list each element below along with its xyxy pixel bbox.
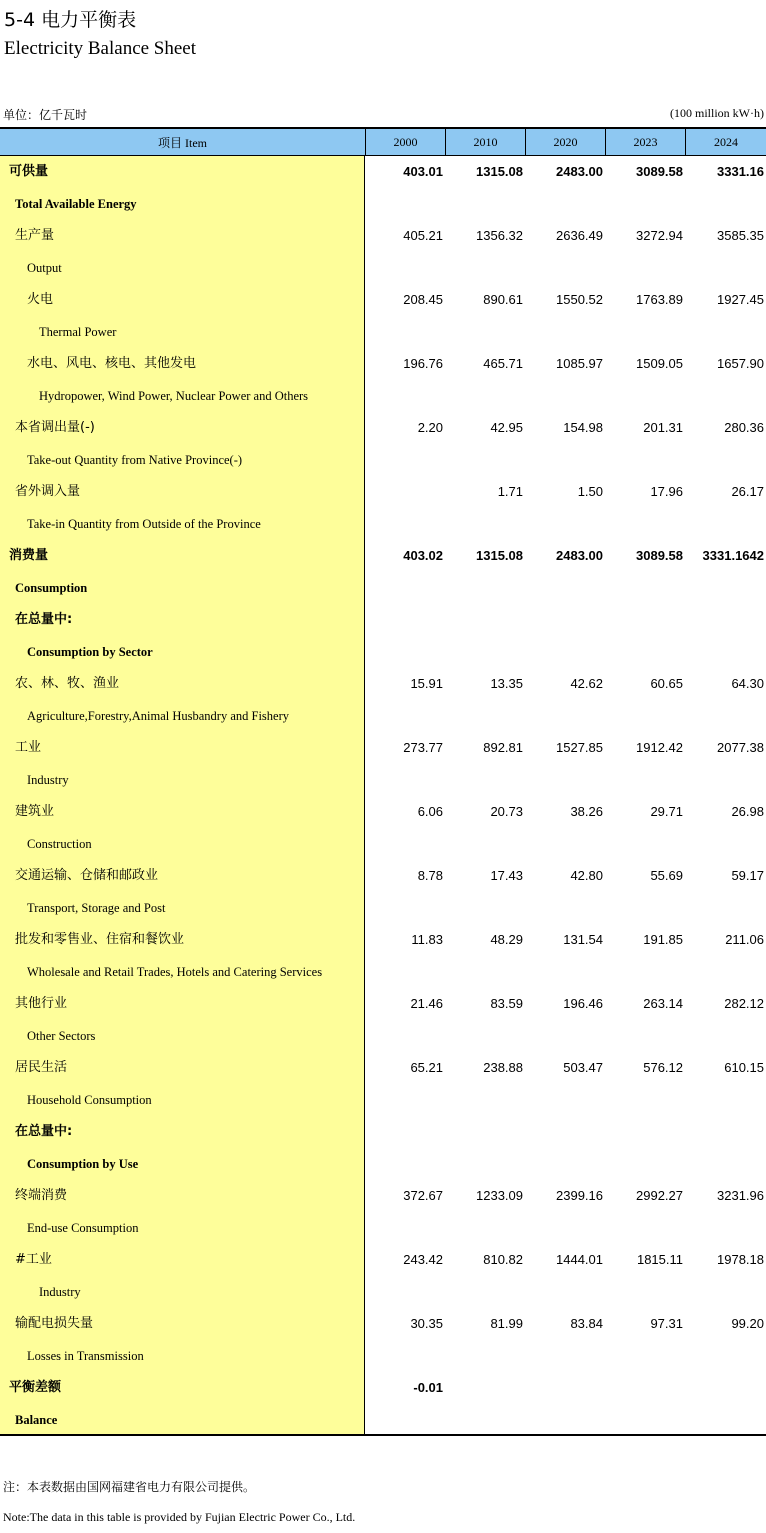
row-value-2000 — [363, 1212, 443, 1244]
table-row — [0, 220, 766, 252]
table-row — [0, 988, 766, 1020]
row-value-2000 — [363, 1020, 443, 1052]
table-header — [0, 127, 766, 156]
row-value-2020: 1085.97 — [556, 356, 603, 371]
row-value-2020 — [523, 508, 603, 540]
row-label: Consumption by Sector — [27, 645, 153, 659]
header-year-2010: 2010 — [445, 129, 525, 155]
row-value-2010 — [443, 1212, 523, 1244]
row-value-2020: 42.62 — [570, 676, 603, 691]
row-value-2024: 2077.38 — [717, 740, 764, 755]
row-value-2024 — [684, 764, 764, 796]
row-label: 居民生活 — [15, 1060, 68, 1075]
row-value-2010 — [443, 892, 523, 924]
row-value-2024 — [684, 700, 764, 732]
row-value-2000 — [363, 1340, 443, 1372]
table-row — [0, 476, 766, 508]
row-value-2024 — [684, 892, 764, 924]
row-value-2023: 1763.89 — [636, 292, 683, 307]
row-value-2020: 2636.49 — [556, 228, 603, 243]
row-value-2000 — [363, 1116, 443, 1148]
row-value-2010 — [443, 604, 523, 636]
row-value-2024: 211.06 — [725, 932, 764, 947]
row-value-2010 — [443, 956, 523, 988]
table-row — [0, 1052, 766, 1084]
row-value-2020: 1.50 — [577, 484, 603, 499]
row-value-2010 — [443, 764, 523, 796]
row-value-2010 — [443, 828, 523, 860]
row-value-2024 — [684, 1084, 764, 1116]
row-value-2023 — [603, 604, 683, 636]
row-value-2000 — [363, 444, 443, 476]
row-value-2024: 1978.18 — [717, 1252, 764, 1267]
row-label: 平衡差额 — [9, 1380, 62, 1395]
table-body — [0, 156, 766, 1436]
row-value-2000 — [363, 572, 443, 604]
row-value-2000: 372.67 — [403, 1188, 443, 1203]
table-row — [0, 828, 766, 860]
row-value-2010: 465.71 — [483, 356, 523, 371]
row-value-2024 — [684, 828, 764, 860]
row-value-2020: 42.80 — [570, 868, 603, 883]
row-value-2010 — [443, 316, 523, 348]
table-row — [0, 732, 766, 764]
table-row — [0, 636, 766, 668]
row-value-2000: 273.77 — [403, 740, 443, 755]
row-label: Transport, Storage and Post — [27, 901, 166, 915]
table-bottom-rule — [0, 1434, 766, 1436]
row-label: 生产量 — [15, 228, 55, 243]
row-value-2010 — [443, 252, 523, 284]
table-row — [0, 188, 766, 220]
row-value-2010 — [443, 188, 523, 220]
table-row — [0, 1244, 766, 1276]
row-value-2023 — [603, 892, 683, 924]
row-label: End-use Consumption — [27, 1221, 139, 1235]
header-item: 项目 Item — [158, 135, 207, 150]
row-value-2000: 405.21 — [403, 228, 443, 243]
row-label: 消费量 — [9, 548, 49, 563]
row-value-2023 — [603, 1212, 683, 1244]
row-value-2024 — [684, 956, 764, 988]
table-row — [0, 956, 766, 988]
page-title-cn: 5-4 电力平衡表 — [4, 9, 137, 31]
row-value-2024: 1657.90 — [717, 356, 764, 371]
row-value-2000 — [363, 956, 443, 988]
row-value-2023 — [603, 1084, 683, 1116]
table-row — [0, 348, 766, 380]
row-value-2010: 1.71 — [497, 484, 523, 499]
row-label: Take-out Quantity from Native Province(-) — [27, 453, 243, 467]
row-value-2000: 21.46 — [410, 996, 443, 1011]
row-value-2010 — [443, 1404, 523, 1436]
table-row — [0, 572, 766, 604]
row-label: #工业 — [15, 1252, 52, 1267]
row-value-2024 — [684, 1372, 764, 1404]
row-value-2020: 503.47 — [563, 1060, 603, 1075]
row-value-2024: 3231.96 — [717, 1188, 764, 1203]
row-value-2023: 29.71 — [650, 804, 683, 819]
row-value-2024: 3331.1642 — [702, 548, 764, 563]
row-value-2023: 201.31 — [643, 420, 683, 435]
table-row — [0, 1372, 766, 1404]
row-value-2024: 59.17 — [731, 868, 764, 883]
table-row — [0, 412, 766, 444]
row-value-2024: 26.98 — [731, 804, 764, 819]
row-value-2010 — [443, 572, 523, 604]
row-label: Wholesale and Retail Trades, Hotels and Catering Services — [27, 965, 323, 979]
row-value-2010: 1315.08 — [476, 548, 523, 563]
table-row — [0, 1020, 766, 1052]
row-value-2024 — [684, 316, 764, 348]
row-label: Construction — [27, 837, 92, 851]
row-value-2010 — [443, 700, 523, 732]
row-label: Consumption by Use — [27, 1157, 139, 1171]
row-value-2000: 6.06 — [417, 804, 443, 819]
row-value-2024 — [684, 572, 764, 604]
row-value-2010: 890.61 — [483, 292, 523, 307]
row-value-2024: 280.36 — [724, 420, 764, 435]
row-value-2020 — [523, 1372, 603, 1404]
table-row — [0, 892, 766, 924]
row-value-2023: 1509.05 — [636, 356, 683, 371]
header-year-2000: 2000 — [365, 129, 445, 155]
row-value-2023 — [603, 572, 683, 604]
row-value-2020 — [523, 1404, 603, 1436]
row-value-2024: 3585.35 — [717, 228, 764, 243]
header-year-2024: 2024 — [685, 129, 766, 155]
row-value-2020: 83.84 — [570, 1316, 603, 1331]
row-value-2020: 2483.00 — [556, 548, 603, 563]
row-value-2024: 1927.45 — [717, 292, 764, 307]
table-row — [0, 1148, 766, 1180]
row-label: 水电、风电、核电、其他发电 — [27, 356, 197, 371]
row-value-2000 — [363, 188, 443, 220]
row-value-2020 — [523, 956, 603, 988]
row-value-2020 — [523, 380, 603, 412]
row-value-2023: 263.14 — [643, 996, 683, 1011]
row-value-2023: 97.31 — [650, 1316, 683, 1331]
row-value-2000 — [363, 380, 443, 412]
row-value-2020 — [523, 1340, 603, 1372]
table-row — [0, 380, 766, 412]
row-value-2020 — [523, 1148, 603, 1180]
row-value-2023: 3272.94 — [636, 228, 683, 243]
row-value-2010 — [443, 636, 523, 668]
row-value-2020 — [523, 636, 603, 668]
row-value-2010 — [443, 1372, 523, 1404]
table-row — [0, 1276, 766, 1308]
row-value-2024: 64.30 — [731, 676, 764, 691]
note-cn: 注：本表数据由国网福建省电力有限公司提供。 — [3, 1480, 256, 1494]
row-label: 农、林、牧、渔业 — [15, 676, 120, 691]
row-value-2020 — [523, 188, 603, 220]
row-value-2023 — [603, 188, 683, 220]
row-value-2000: 403.02 — [403, 548, 443, 563]
row-value-2024: 282.12 — [724, 996, 764, 1011]
row-value-2010: 13.35 — [490, 676, 523, 691]
row-label: 在总量中: — [15, 1124, 73, 1139]
table-row — [0, 1308, 766, 1340]
row-value-2000: 208.45 — [403, 292, 443, 307]
table-row — [0, 540, 766, 572]
row-value-2023 — [603, 508, 683, 540]
row-value-2023: 1912.42 — [636, 740, 683, 755]
note-en: Note:The data in this table is provided by Fujian Electric Power Co., Ltd. — [3, 1510, 356, 1524]
row-value-2000 — [363, 604, 443, 636]
row-label: Household Consumption — [27, 1093, 152, 1107]
table-row — [0, 252, 766, 284]
row-value-2010 — [443, 1084, 523, 1116]
row-value-2023 — [603, 1148, 683, 1180]
row-value-2010: 83.59 — [490, 996, 523, 1011]
row-label: 交通运输、仓储和邮政业 — [15, 868, 159, 883]
row-value-2000: 243.42 — [403, 1252, 443, 1267]
row-label: Thermal Power — [39, 325, 117, 339]
row-value-2023 — [603, 636, 683, 668]
row-value-2010: 48.29 — [490, 932, 523, 947]
row-value-2023 — [603, 444, 683, 476]
row-value-2023: 191.85 — [643, 932, 683, 947]
row-value-2000: 65.21 — [410, 1060, 443, 1075]
row-value-2023 — [603, 1404, 683, 1436]
row-value-2023 — [603, 316, 683, 348]
table-row — [0, 1084, 766, 1116]
row-value-2000 — [363, 316, 443, 348]
row-value-2010: 1315.08 — [476, 164, 523, 179]
row-value-2023 — [603, 252, 683, 284]
row-value-2023: 576.12 — [643, 1060, 683, 1075]
row-value-2020 — [523, 1276, 603, 1308]
row-value-2020: 2483.00 — [556, 164, 603, 179]
row-value-2023 — [603, 828, 683, 860]
row-label: Hydropower, Wind Power, Nuclear Power and Others — [39, 389, 309, 403]
row-value-2024 — [684, 508, 764, 540]
table-row — [0, 1116, 766, 1148]
table-row — [0, 316, 766, 348]
row-label: 终端消费 — [15, 1188, 68, 1203]
row-value-2023: 2992.27 — [636, 1188, 683, 1203]
row-value-2000: 2.20 — [417, 420, 443, 435]
row-label: 工业 — [15, 740, 42, 755]
row-value-2024: 610.15 — [724, 1060, 764, 1075]
row-label: 本省调出量(-) — [15, 420, 95, 435]
row-value-2000: 15.91 — [410, 676, 443, 691]
row-value-2010: 81.99 — [490, 1316, 523, 1331]
row-value-2023 — [603, 1276, 683, 1308]
table-row — [0, 796, 766, 828]
row-value-2000 — [363, 1276, 443, 1308]
row-label: Agriculture,Forestry,Animal Husbandry and Fishery — [27, 709, 289, 723]
row-value-2010: 42.95 — [490, 420, 523, 435]
row-label: Balance — [15, 1413, 58, 1427]
row-value-2020 — [523, 572, 603, 604]
row-value-2023 — [603, 380, 683, 412]
table-row — [0, 1404, 766, 1436]
table-row — [0, 860, 766, 892]
row-label: Output — [27, 261, 62, 275]
row-value-2000 — [363, 476, 443, 508]
row-label: 火电 — [27, 292, 54, 307]
table-row — [0, 1180, 766, 1212]
row-value-2010: 892.81 — [483, 740, 523, 755]
row-value-2023: 3089.58 — [636, 164, 683, 179]
row-value-2020 — [523, 892, 603, 924]
table-row — [0, 668, 766, 700]
row-label: Industry — [39, 1285, 81, 1299]
row-value-2010 — [443, 444, 523, 476]
row-value-2010: 1356.32 — [476, 228, 523, 243]
row-value-2024 — [684, 1116, 764, 1148]
row-value-2023 — [603, 764, 683, 796]
row-value-2000 — [363, 636, 443, 668]
unit-label-cn: 单位：亿千瓦时 — [3, 108, 88, 122]
row-label: 建筑业 — [15, 804, 55, 819]
row-value-2010: 1233.09 — [476, 1188, 523, 1203]
row-value-2000: 11.83 — [411, 932, 443, 947]
row-value-2000: 403.01 — [403, 164, 443, 179]
table-row — [0, 924, 766, 956]
row-value-2020 — [523, 1084, 603, 1116]
row-value-2020: 1550.52 — [556, 292, 603, 307]
row-label: Take-in Quantity from Outside of the Province — [27, 517, 261, 531]
row-value-2020: 1444.01 — [556, 1252, 603, 1267]
row-value-2023: 1815.11 — [636, 1252, 683, 1267]
row-value-2024 — [684, 636, 764, 668]
row-value-2020 — [523, 764, 603, 796]
row-value-2010 — [443, 1340, 523, 1372]
row-value-2000: -0.01 — [413, 1380, 443, 1395]
row-value-2000 — [363, 1404, 443, 1436]
row-value-2024 — [684, 1148, 764, 1180]
row-label: 批发和零售业、住宿和餐饮业 — [15, 932, 185, 947]
row-value-2020 — [523, 444, 603, 476]
table-row — [0, 1212, 766, 1244]
table-row — [0, 284, 766, 316]
header-year-2023: 2023 — [605, 129, 685, 155]
row-value-2023 — [603, 1116, 683, 1148]
row-value-2020 — [523, 316, 603, 348]
row-value-2020: 131.54 — [563, 932, 603, 947]
row-value-2010 — [443, 1116, 523, 1148]
row-label: Losses in Transmission — [27, 1349, 144, 1363]
row-value-2010 — [443, 1276, 523, 1308]
header-year-2020: 2020 — [525, 129, 605, 155]
page-title-en: Electricity Balance Sheet — [4, 38, 197, 59]
row-value-2010 — [443, 1148, 523, 1180]
row-value-2024 — [684, 444, 764, 476]
table-row — [0, 604, 766, 636]
row-value-2020 — [523, 1116, 603, 1148]
table-row — [0, 700, 766, 732]
row-label: 输配电损失量 — [15, 1316, 94, 1331]
table-row — [0, 764, 766, 796]
row-value-2020 — [523, 828, 603, 860]
row-value-2020: 2399.16 — [556, 1188, 603, 1203]
row-value-2024 — [684, 1340, 764, 1372]
row-value-2023: 60.65 — [650, 676, 683, 691]
row-value-2024 — [684, 252, 764, 284]
row-value-2000: 30.35 — [410, 1316, 443, 1331]
row-label: 省外调入量 — [15, 484, 81, 499]
row-label: 可供量 — [9, 164, 49, 179]
row-value-2020: 196.46 — [563, 996, 603, 1011]
row-value-2023: 3089.58 — [636, 548, 683, 563]
row-value-2020 — [523, 252, 603, 284]
row-value-2000 — [363, 252, 443, 284]
table-row — [0, 444, 766, 476]
row-value-2024 — [684, 380, 764, 412]
row-value-2020: 38.26 — [570, 804, 603, 819]
row-value-2020 — [523, 1212, 603, 1244]
row-value-2000 — [363, 700, 443, 732]
row-value-2023 — [603, 1340, 683, 1372]
row-value-2024 — [684, 1020, 764, 1052]
row-value-2024: 3331.16 — [717, 164, 764, 179]
unit-label-en: (100 million kW·h) — [670, 106, 764, 120]
row-value-2020: 1527.85 — [556, 740, 603, 755]
row-value-2024 — [684, 604, 764, 636]
table-row — [0, 1340, 766, 1372]
row-value-2020 — [523, 1020, 603, 1052]
row-label: Other Sectors — [27, 1029, 96, 1043]
row-value-2010: 810.82 — [483, 1252, 523, 1267]
row-value-2020 — [523, 604, 603, 636]
row-value-2010: 238.88 — [483, 1060, 523, 1075]
row-value-2024: 26.17 — [731, 484, 764, 499]
row-value-2010: 17.43 — [490, 868, 523, 883]
row-label: Total Available Energy — [15, 197, 137, 211]
row-value-2000 — [363, 1148, 443, 1180]
table-row — [0, 508, 766, 540]
row-value-2000 — [363, 892, 443, 924]
row-value-2000: 8.78 — [417, 868, 443, 883]
row-value-2023 — [603, 956, 683, 988]
row-value-2023 — [603, 700, 683, 732]
row-value-2024 — [684, 1404, 764, 1436]
row-value-2024: 99.20 — [731, 1316, 764, 1331]
row-value-2023: 17.96 — [650, 484, 683, 499]
row-value-2000 — [363, 828, 443, 860]
row-value-2000 — [363, 764, 443, 796]
row-value-2024 — [684, 1212, 764, 1244]
row-value-2010 — [443, 508, 523, 540]
row-value-2020: 154.98 — [563, 420, 603, 435]
row-value-2024 — [684, 1276, 764, 1308]
table-row — [0, 156, 766, 188]
row-value-2010 — [443, 1020, 523, 1052]
row-value-2010 — [443, 380, 523, 412]
row-value-2020 — [523, 700, 603, 732]
row-value-2023 — [603, 1020, 683, 1052]
row-value-2023: 55.69 — [650, 868, 683, 883]
row-label: Industry — [27, 773, 69, 787]
row-value-2024 — [684, 188, 764, 220]
row-value-2000 — [363, 1084, 443, 1116]
row-value-2023 — [603, 1372, 683, 1404]
row-label: 其他行业 — [15, 996, 68, 1011]
row-label: Consumption — [15, 581, 88, 595]
row-value-2000 — [363, 508, 443, 540]
row-value-2000: 196.76 — [403, 356, 443, 371]
row-value-2010: 20.73 — [490, 804, 523, 819]
row-label: 在总量中: — [15, 612, 73, 627]
